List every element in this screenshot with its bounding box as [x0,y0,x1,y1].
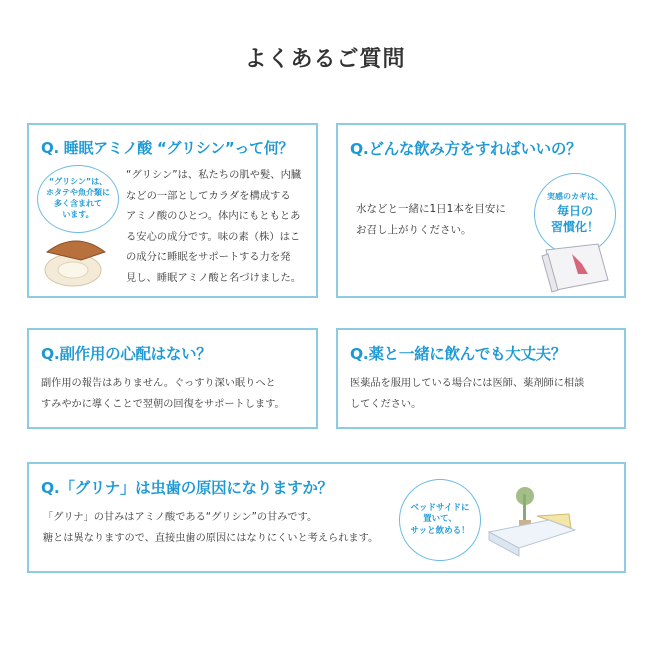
faq-answer: “グリシン”は、私たちの肌や髪、内臓 などの一部としてカラダを構成する アミノ酸のひとつ。体内にもともとあ る安心の成分です。味の素（株）はこ の成分に睡眠をサポートする力を発 見し、睡眠アミノ酸と名づけました。 [126,169,302,284]
faq-question: Q.薬と一緒に飲んでも大丈夫？ [350,345,567,363]
scallop-illustration-icon [41,230,111,290]
faq-item-cavities [27,462,626,573]
faq-question: Q. 睡眠アミノ酸 “グリシン”って何？ [41,139,294,157]
faq-item-glycine [27,123,318,298]
bubble-small-text: 実感のカギは、 [547,192,603,202]
faq-question: Q.「グリナ」は虫歯の原因になりますか？ [41,479,333,497]
faq-answer: 水などと一緒に1日1本を目安に お召し上がりください。 [356,203,506,236]
page-title: よくあるご質問 [244,47,406,72]
faq-answer: 「グリナ」の甘みはアミノ酸である“グリシン”の甘みです。 糖とは異なりますので、直接虫歯の原因にはなりにくいと考えられます。 [43,512,379,544]
speech-bubble: ベッドサイドに 置いて、 サッと飲める！ [399,479,481,561]
faq-answer: 医薬品を服用している場合には医師、薬剤師に相談 してください。 [350,378,585,410]
faq-item-with-medicine [336,328,626,429]
faq-question: Q.どんな飲み方をすればいいの？ [350,140,582,158]
faq-question: Q.副作用の心配はない？ [41,345,212,363]
faq-item-how-to-drink [336,123,626,298]
faq-answer: 副作用の報告はありません。ぐっすり深い眠りへと すみやかに導くことで翌朝の回復をサポートします。 [41,378,285,410]
faq-item-side-effects [27,328,318,429]
calendar-illustration-icon [538,240,613,295]
speech-bubble: “グリシン”は、 ホタテや魚介類に 多く含まれて います。 [37,165,119,233]
bubble-big-text: 毎日の 習慣化！ [550,204,599,235]
bed-illustration-icon [479,486,589,558]
